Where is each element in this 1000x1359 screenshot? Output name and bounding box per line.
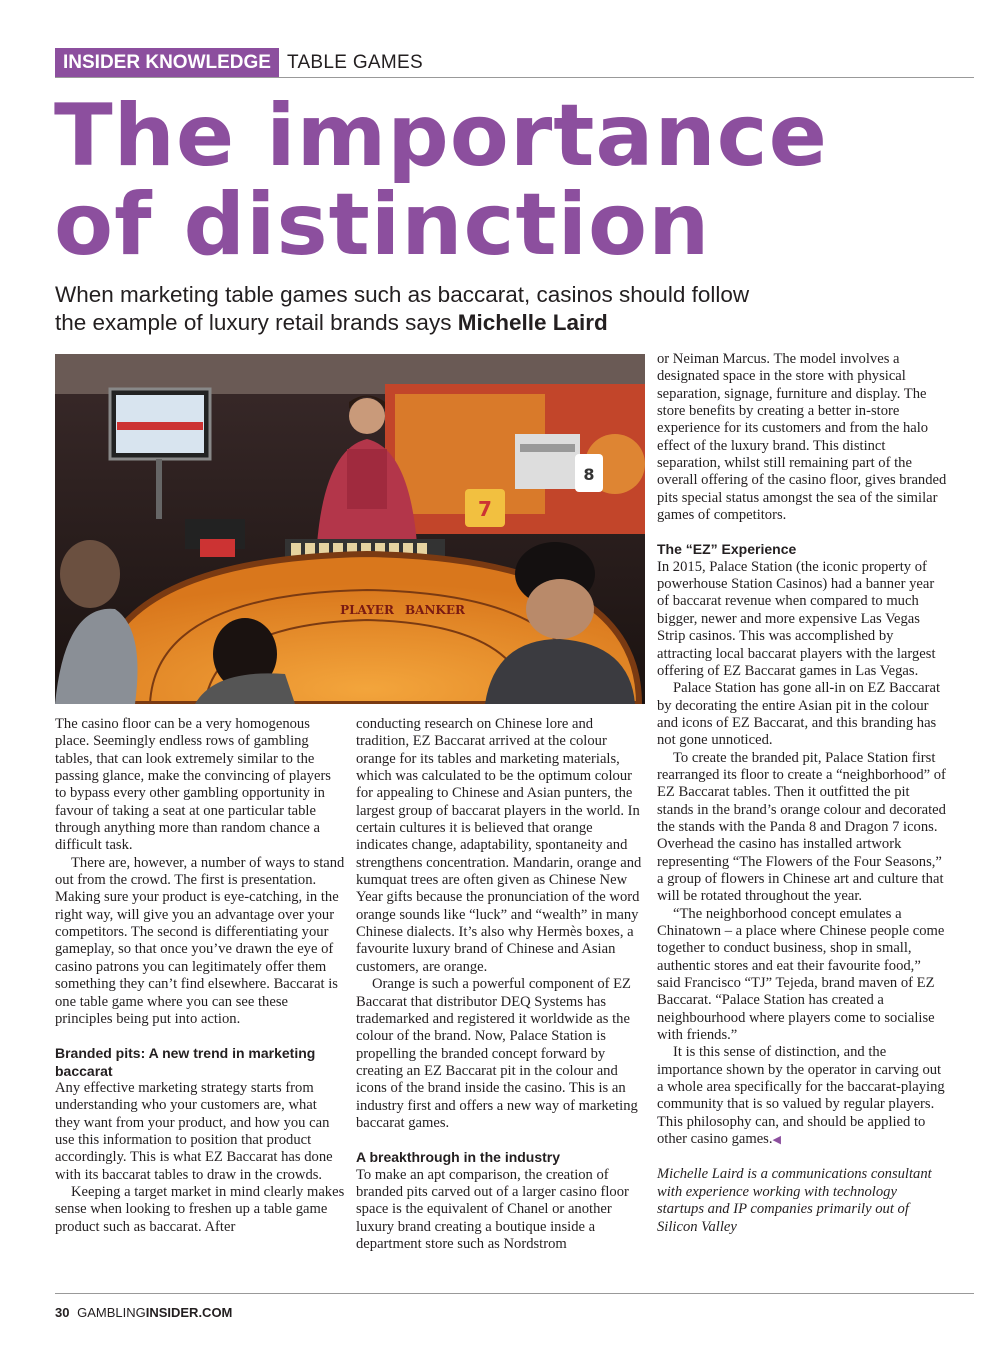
badge-7-text: 7 bbox=[478, 497, 492, 521]
headline bbox=[54, 86, 984, 275]
paragraph: In 2015, Palace Station (the iconic property of powerhouse Station Casinos) had a banner year of baccarat revenue when compared to much bigger, newer and more expensive Las Vegas Strip casinos. This was accomplished by attracting local baccarat players with the largest offering of EZ Baccarat games in Las Vegas. bbox=[657, 558, 936, 679]
subheading-branded-pits: Branded pits: A new trend in marketing baccarat bbox=[55, 1045, 316, 1079]
casino-table-illustration bbox=[55, 354, 645, 704]
table-banker-label: BANKER bbox=[405, 603, 465, 617]
section-kicker bbox=[55, 48, 423, 77]
badge-8-text: 8 bbox=[583, 465, 595, 484]
article-column-1 bbox=[55, 716, 345, 1236]
paragraph: or Neiman Marcus. The model involves a designated space in the store with physical separation, signage, furniture and display. The store benefits by creating a better in-store experience for its customers and from the halo effect of the luxury brand. This distinct separation, whilst still remaining part of the overall offering of the casino floor, gives branded pits special status amongst the sea of the similar games of competitors. bbox=[657, 351, 947, 524]
site-name-bold: INSIDER.COM bbox=[145, 1305, 233, 1320]
top-rule bbox=[55, 77, 974, 78]
headline-line-1: The importance bbox=[54, 86, 828, 186]
standfirst-text: When marketing table games such as baccarat, casinos should follow the example of luxury retail brands says bbox=[55, 282, 750, 335]
article-column-2 bbox=[356, 716, 646, 1253]
paragraph: “The neighborhood concept emulates a Chinatown – a place where Chinese people come together to conduct business, shop in small, authentic stores and eat their favourite food,” said Francisco “TJ” Tejeda, brand maven of EZ Baccarat. “Palace Station has created a neighbourhood where players come to socialise with friends.” bbox=[657, 905, 945, 1044]
page-footer bbox=[55, 1305, 232, 1320]
final-paragraph-text: It is this sense of distinction, and the importance shown by the operator in carving out a whole area specifically for the baccarat-playing community that is so valued by regular players. This philosophy can, and should be applied to other casino games. bbox=[657, 1044, 945, 1148]
author-bio: Michelle Laird is a communications consultant with experience working with technology startups and IP companies primarily out of Silicon Valley bbox=[657, 1166, 932, 1235]
subheading-ez-experience: The “EZ” Experience bbox=[657, 541, 797, 558]
paragraph: Any effective marketing strategy starts from understanding who your customers are, what they want from your product, and how you can use this information to position that product accordingly. This is what EZ Baccarat has done with its baccarat tables to draw in the crowds. bbox=[55, 1079, 333, 1183]
paragraph: conducting research on Chinese lore and tradition, EZ Baccarat arrived at the colour orange for its tables and marketing materials, which was calculated to be the optimum colour for appealing to Chinese and Asian punters, the largest group of baccarat players in the world. In certain cultures it is believed that orange indicates change, adaptability, spontaneity and strengthens concentration. Mandarin, orange and kumquat trees are often given as Chinese New Year gifts because the pronunciation of the word orange sounds like “luck” and “wealth” in many Chinese dialects. It’s also why Hermès boxes, a favourite luxury brand of Chinese and Asian customers, are orange. bbox=[356, 716, 642, 975]
site-name-prefix: GAMBLING bbox=[77, 1305, 146, 1320]
page-number: 30 bbox=[55, 1305, 70, 1320]
author-name: Michelle Laird bbox=[457, 310, 608, 335]
subheading-breakthrough: A breakthrough in the industry bbox=[356, 1149, 561, 1166]
kicker-tag: INSIDER KNOWLEDGE bbox=[55, 48, 279, 77]
paragraph-final bbox=[657, 1044, 947, 1149]
paragraph: Keeping a target market in mind clearly makes sense when looking to freshen up a table game product such as baccarat. After bbox=[55, 1183, 345, 1235]
table-player-label: PLAYER bbox=[340, 603, 394, 617]
paragraph: Palace Station has gone all-in on EZ Baccarat by decorating the entire Asian pit in the colour and icons of EZ Baccarat, and this branding has not gone unnoticed. bbox=[657, 680, 941, 749]
paragraph: Orange is such a powerful component of EZ Baccarat that distributor DEQ Systems has trademarked and registered it worldwide as the colour of the brand. Now, Palace Station is propelling the branded concept forward by creating an EZ Baccarat pit in the colour and icons of the brand inside the casino. This is an industry first and offers a new way of marketing baccarat games. bbox=[356, 976, 638, 1131]
paragraph: There are, however, a number of ways to stand out from the crowd. The first is presentation. Making sure your product is eye-catching, in the right way, will give you an advantage over your competitors. The second is differentiating your gameplay, so that once you’ve drawn the eye of casino patrons you can legitimately offer them something they can’t find elsewhere. Baccarat is one table game where you can see these principles being put into action. bbox=[55, 854, 345, 1027]
casino-table-photo bbox=[55, 354, 645, 704]
article-column-3 bbox=[657, 351, 947, 1236]
paragraph: To create the branded pit, Palace Station first rearranged its floor to create a “neighborhood” of EZ Baccarat tables. Then it outfitted the pit stands in the brand’s orange colour and decorated the stands with the Panda 8 and Dragon 7 icons. Overhead the casino has installed artwork representing “The Flowers of the Four Seasons,” a group of flowers in Chinese art and culture that will be rotated throughout the year. bbox=[657, 749, 946, 905]
paragraph: To make an apt comparison, the creation of branded pits carved out of a larger casino floor space is the equivalent of Chanel or another luxury brand creating a boutique inside a department store such as Nordstrom bbox=[356, 1166, 629, 1252]
kicker-section: TABLE GAMES bbox=[286, 51, 423, 73]
standfirst bbox=[55, 281, 775, 337]
headline-line-2: of distinction bbox=[54, 175, 711, 275]
bottom-rule bbox=[55, 1293, 974, 1294]
paragraph: The casino floor can be a very homogenous place. Seemingly endless rows of gambling tables, that can look extremely similar to the passing glance, make the convincing of players to bypass every other gambling opportunity in favour of taking a seat at one particular table through anything more than random chance a difficult task. bbox=[55, 716, 331, 854]
end-mark-icon: ◀ bbox=[772, 1134, 781, 1147]
